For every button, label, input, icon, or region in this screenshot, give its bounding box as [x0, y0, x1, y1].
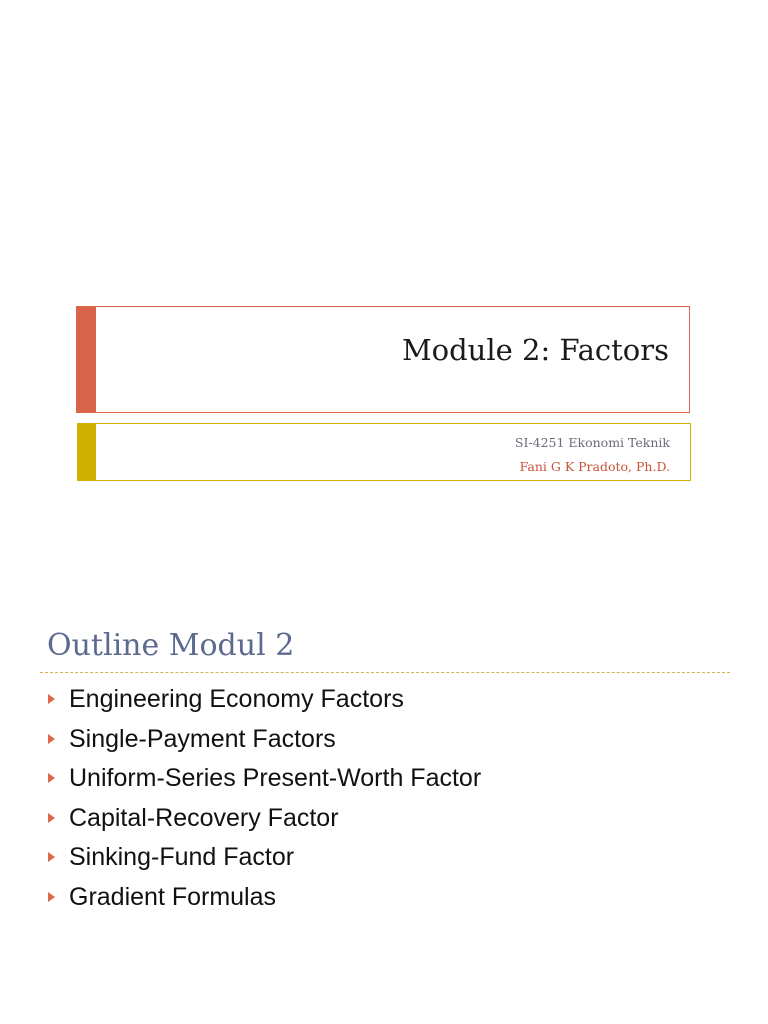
triangle-right-icon: [48, 773, 55, 783]
outline-heading: Outline Modul 2: [47, 628, 295, 663]
outline-item-label: Sinking-Fund Factor: [69, 843, 295, 872]
heading-divider: [40, 672, 730, 673]
outline-item: [46, 762, 481, 802]
subtitle-accent-bar: [78, 424, 96, 480]
outline-item: [46, 802, 481, 842]
outline-list: [46, 683, 481, 921]
subtitle-box: [77, 423, 691, 481]
outline-item-label: Engineering Economy Factors: [69, 685, 404, 713]
outline-slide: [0, 576, 768, 1024]
outline-item-label: Uniform-Series Present-Worth Factor: [69, 764, 482, 793]
triangle-right-icon: [48, 694, 55, 704]
outline-item: [46, 723, 481, 763]
slide-title: Module 2: Factors: [401, 333, 669, 367]
outline-item: [46, 881, 481, 921]
triangle-right-icon: [48, 892, 55, 902]
outline-item-label: Single-Payment Factors: [69, 724, 336, 753]
outline-item-label: Gradient Formulas: [69, 882, 277, 911]
title-box: [76, 306, 690, 413]
title-accent-bar: [77, 307, 96, 412]
triangle-right-icon: [48, 734, 55, 744]
outline-item: [46, 841, 481, 881]
course-code: SI-4251 Ekonomi Teknik: [514, 435, 670, 450]
author-name: Fani G K Pradoto, Ph.D.: [519, 459, 670, 474]
triangle-right-icon: [48, 852, 55, 862]
outline-item: [46, 683, 481, 723]
triangle-right-icon: [48, 813, 55, 823]
outline-item-label: Capital-Recovery Factor: [69, 803, 339, 832]
